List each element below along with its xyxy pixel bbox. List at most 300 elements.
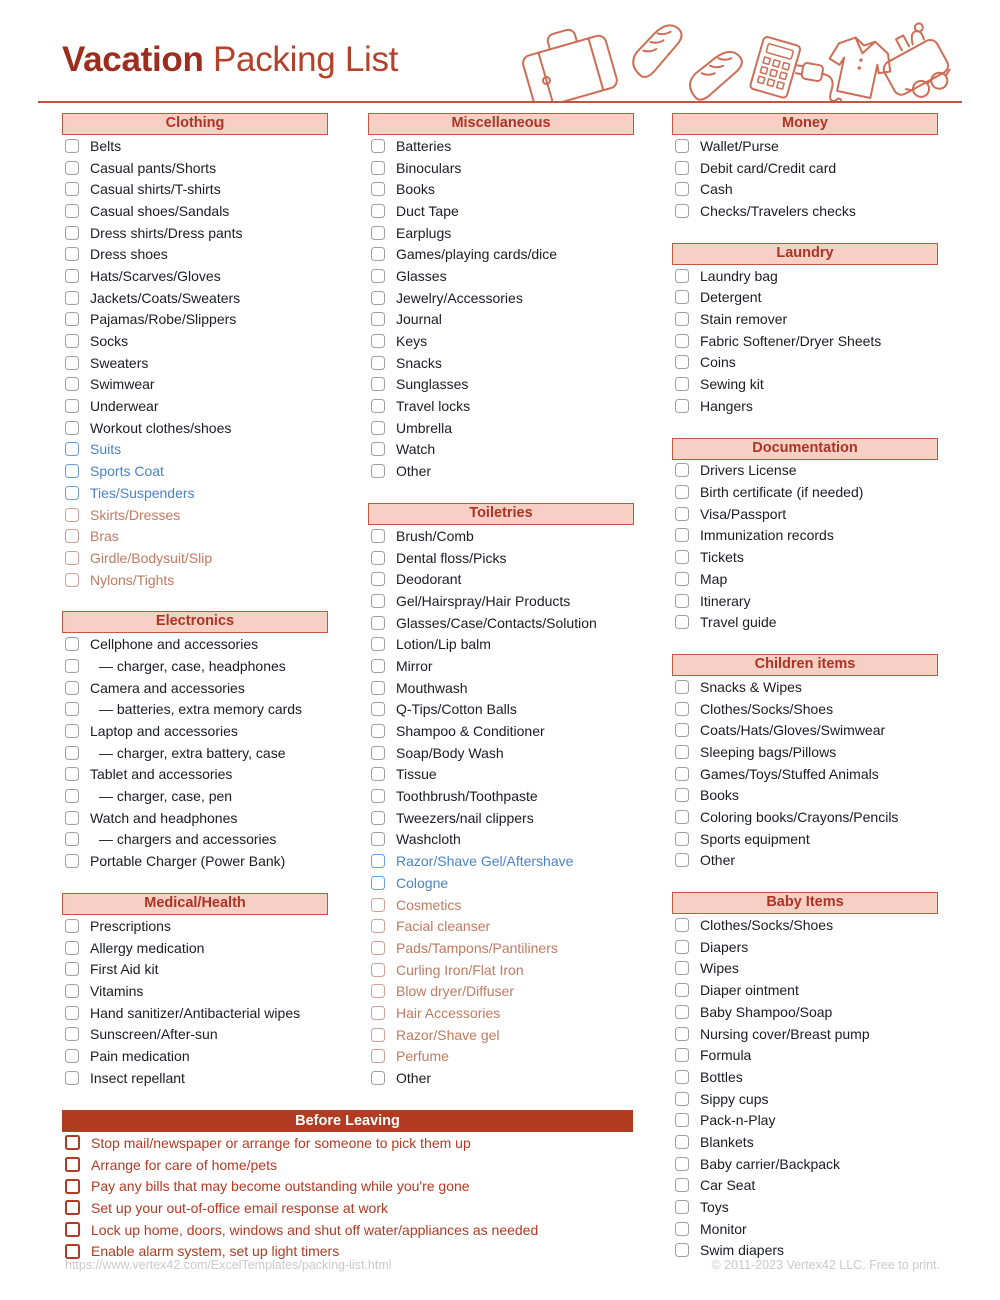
item-label: Suits: [90, 441, 122, 458]
page-title-bold: Vacation: [62, 40, 204, 79]
checkbox[interactable]: [371, 724, 385, 738]
checkbox[interactable]: [371, 594, 385, 608]
checkbox[interactable]: [675, 1027, 689, 1041]
section-documentation: [672, 438, 938, 634]
checkbox[interactable]: [65, 464, 79, 478]
checkbox[interactable]: [675, 1048, 689, 1062]
checkbox[interactable]: [65, 789, 79, 803]
checkbox[interactable]: [65, 269, 79, 283]
checklist-item: [368, 959, 634, 981]
checkbox[interactable]: [675, 594, 689, 608]
checkbox[interactable]: [371, 963, 385, 977]
checklist-item: [62, 655, 328, 677]
item-label: Deodorant: [396, 571, 462, 588]
checklist-item: [62, 504, 328, 526]
checkbox[interactable]: [675, 940, 689, 954]
item-label: — charger, extra battery, case: [99, 744, 286, 761]
item-label: Keys: [396, 333, 428, 350]
checklist-item: [368, 742, 634, 764]
checklist-item: [368, 720, 634, 742]
checkbox[interactable]: [65, 334, 79, 348]
checkbox[interactable]: [371, 1028, 385, 1042]
item-label: Earplugs: [396, 224, 452, 241]
checkbox[interactable]: [675, 918, 689, 932]
item-label: Monitor: [700, 1220, 747, 1237]
checklist-item: [672, 286, 938, 308]
checklist-item: [368, 764, 634, 786]
checklist-item: [62, 265, 328, 287]
item-label: Immunization records: [700, 527, 834, 544]
item-label: Birth certificate (if needed): [700, 484, 864, 501]
checklist-item: [368, 937, 634, 959]
checkbox[interactable]: [371, 204, 385, 218]
item-label: Tweezers/nail clippers: [396, 809, 534, 826]
checkbox[interactable]: [675, 485, 689, 499]
checklist-item: [62, 764, 328, 786]
checkbox[interactable]: [65, 919, 79, 933]
checkbox[interactable]: [65, 659, 79, 673]
checkbox[interactable]: [65, 746, 79, 760]
checkbox[interactable]: [371, 811, 385, 825]
sneaker-icon: [625, 20, 689, 81]
checklist-item: [672, 979, 938, 1001]
checkbox[interactable]: [65, 247, 79, 261]
checklist-item: [672, 1131, 938, 1153]
item-label: Portable Charger (Power Bank): [90, 853, 286, 870]
checkbox[interactable]: [65, 941, 79, 955]
checklist-item: [368, 1024, 634, 1046]
section-header-money: Money: [672, 113, 938, 135]
item-label: Travel guide: [700, 614, 777, 631]
item-label: Enable alarm system, set up light timers: [91, 1243, 340, 1260]
checkbox[interactable]: [65, 1200, 80, 1215]
item-label: Laundry bag: [700, 267, 778, 284]
calculator-icon: [750, 36, 801, 98]
checklist-item: [62, 135, 328, 157]
item-label: Tickets: [700, 549, 744, 566]
checkbox[interactable]: [371, 1006, 385, 1020]
checklist-item: [368, 222, 634, 244]
item-label: Prescriptions: [90, 917, 171, 934]
checkbox[interactable]: [371, 1049, 385, 1063]
checkbox[interactable]: [65, 832, 79, 846]
checkbox[interactable]: [65, 529, 79, 543]
checkbox[interactable]: [65, 182, 79, 196]
checkbox[interactable]: [371, 876, 385, 890]
checklist-item: [672, 719, 938, 741]
item-label: Swim diapers: [700, 1242, 785, 1259]
checkbox[interactable]: [371, 702, 385, 716]
checkbox[interactable]: [675, 139, 689, 153]
checkbox[interactable]: [675, 1092, 689, 1106]
checkbox[interactable]: [65, 811, 79, 825]
checkbox[interactable]: [675, 1070, 689, 1084]
checkbox[interactable]: [675, 1243, 689, 1257]
checklist-item: [62, 699, 328, 721]
checkbox[interactable]: [371, 898, 385, 912]
checkbox[interactable]: [675, 1200, 689, 1214]
checkbox[interactable]: [371, 442, 385, 456]
checkbox[interactable]: [371, 399, 385, 413]
checklist-item: [368, 417, 634, 439]
item-label: Books: [396, 181, 435, 198]
item-label: Hair Accessories: [396, 1004, 501, 1021]
checklist-item: [368, 178, 634, 200]
checklist-item: [368, 590, 634, 612]
item-label: Casual pants/Shorts: [90, 159, 217, 176]
item-label: Blow dryer/Diffuser: [396, 983, 515, 1000]
checklist-item: [368, 243, 634, 265]
checkbox[interactable]: [65, 1027, 79, 1041]
checkbox[interactable]: [371, 551, 385, 565]
item-label: Jewelry/Accessories: [396, 289, 523, 306]
item-label: Swimwear: [90, 376, 155, 393]
item-label: Fabric Softener/Dryer Sheets: [700, 332, 882, 349]
item-label: Nylons/Tights: [90, 571, 175, 588]
item-label: Snacks & Wipes: [700, 678, 802, 695]
checklist-item: [672, 1175, 938, 1197]
item-label: Insect repellant: [90, 1069, 185, 1086]
checkbox[interactable]: [371, 789, 385, 803]
checklist-item: [368, 699, 634, 721]
checkbox[interactable]: [371, 746, 385, 760]
checkbox[interactable]: [371, 269, 385, 283]
checkbox[interactable]: [65, 161, 79, 175]
checkbox[interactable]: [371, 637, 385, 651]
item-label: Pads/Tampons/Pantiliners: [396, 939, 558, 956]
checkbox[interactable]: [675, 463, 689, 477]
checkbox[interactable]: [675, 312, 689, 326]
checkbox[interactable]: [675, 832, 689, 846]
checkbox[interactable]: [65, 312, 79, 326]
checklist-item: [368, 568, 634, 590]
checkbox[interactable]: [371, 572, 385, 586]
item-label: Gel/Hairspray/Hair Products: [396, 592, 571, 609]
checkbox[interactable]: [675, 507, 689, 521]
checklist-item: [672, 806, 938, 828]
checkbox[interactable]: [65, 724, 79, 738]
checkbox[interactable]: [675, 702, 689, 716]
checkbox[interactable]: [675, 182, 689, 196]
checkbox[interactable]: [371, 681, 385, 695]
section-header-electronics: Electronics: [62, 611, 328, 633]
checklist-item: [62, 1132, 633, 1154]
section-toiletries: [368, 503, 634, 1089]
checkbox[interactable]: [65, 356, 79, 370]
item-label: Games/Toys/Stuffed Animals: [700, 765, 879, 782]
checkbox[interactable]: [371, 291, 385, 305]
checkbox[interactable]: [371, 464, 385, 478]
footer-url-link[interactable]: https://www.vertex42.com/ExcelTemplates/packing-list.html: [65, 1258, 392, 1272]
checklist-item: [368, 872, 634, 894]
checklist-item: [62, 850, 328, 872]
item-label: Cash: [700, 181, 733, 198]
checkbox[interactable]: [371, 659, 385, 673]
item-label: Pack-n-Play: [700, 1112, 776, 1129]
checkbox[interactable]: [675, 269, 689, 283]
checklist-item: [672, 1088, 938, 1110]
checkbox[interactable]: [675, 961, 689, 975]
checkbox[interactable]: [65, 486, 79, 500]
item-label: — batteries, extra memory cards: [99, 701, 303, 718]
checklist-item: [672, 308, 938, 330]
checkbox[interactable]: [675, 377, 689, 391]
checklist-item: [672, 135, 938, 157]
item-label: Glasses/Case/Contacts/Solution: [396, 614, 597, 631]
checklist-item: [368, 850, 634, 872]
item-label: Mouthwash: [396, 679, 468, 696]
checkbox[interactable]: [371, 161, 385, 175]
checkbox[interactable]: [65, 1135, 80, 1150]
checklist-item: [672, 958, 938, 980]
checklist-item: [368, 395, 634, 417]
item-label: Sunglasses: [396, 376, 469, 393]
item-label: Razor/Shave gel: [396, 1026, 500, 1043]
item-label: Lotion/Lip balm: [396, 636, 491, 653]
item-label: Tablet and accessories: [90, 766, 233, 783]
checkbox[interactable]: [675, 161, 689, 175]
checklist-item: [672, 741, 938, 763]
checkbox[interactable]: [65, 1222, 80, 1237]
checkbox[interactable]: [371, 767, 385, 781]
section-electronics: [62, 611, 328, 872]
checklist-item: [672, 460, 938, 482]
checkbox[interactable]: [675, 334, 689, 348]
item-label: Other: [396, 1070, 432, 1087]
checkbox[interactable]: [371, 854, 385, 868]
item-label: Tissue: [396, 766, 437, 783]
sneaker-icon-2: [683, 46, 749, 102]
section-miscellaneous: [368, 113, 634, 482]
item-label: Sweaters: [90, 354, 149, 371]
item-label: — charger, case, pen: [99, 788, 233, 805]
checklist-item: [368, 1046, 634, 1068]
checkbox[interactable]: [371, 919, 385, 933]
checkbox[interactable]: [65, 1244, 80, 1259]
item-label: Car Seat: [700, 1177, 756, 1194]
checkbox[interactable]: [371, 334, 385, 348]
checkbox[interactable]: [675, 723, 689, 737]
item-label: Books: [700, 787, 739, 804]
section-header-laundry: Laundry: [672, 243, 938, 265]
checklist-item: [62, 439, 328, 461]
checklist-item: [62, 958, 328, 980]
checklist-item: [672, 481, 938, 503]
checkbox[interactable]: [65, 551, 79, 565]
header-divider: [38, 101, 962, 103]
checkbox[interactable]: [65, 1179, 80, 1194]
checklist-item: [62, 1219, 633, 1241]
checkbox[interactable]: [675, 1005, 689, 1019]
checklist-item: [672, 157, 938, 179]
item-label: Nursing cover/Breast pump: [700, 1025, 870, 1042]
item-label: Pay any bills that may become outstanding while you're gone: [91, 1178, 470, 1195]
checkbox[interactable]: [675, 745, 689, 759]
page-title-regular: Packing List: [213, 40, 399, 79]
item-label: Jackets/Coats/Sweaters: [90, 289, 241, 306]
item-label: Skirts/Dresses: [90, 506, 181, 523]
checkbox[interactable]: [675, 615, 689, 629]
checkbox[interactable]: [675, 550, 689, 564]
before-leaving-items: [62, 1132, 633, 1262]
checklist-item: [672, 265, 938, 287]
item-label: Hand sanitizer/Antibacterial wipes: [90, 1004, 301, 1021]
checklist-item: [62, 980, 328, 1002]
checklist-item: [62, 525, 328, 547]
item-label: Camera and accessories: [90, 679, 245, 696]
checkbox[interactable]: [65, 442, 79, 456]
section-baby-items: [672, 892, 938, 1261]
checklist-item: [368, 547, 634, 569]
checklist-item: [62, 937, 328, 959]
checklist-item: [672, 1153, 938, 1175]
checklist-item: [368, 612, 634, 634]
checkbox[interactable]: [65, 204, 79, 218]
section-header-miscellaneous: Miscellaneous: [368, 113, 634, 135]
checkbox[interactable]: [371, 529, 385, 543]
checkbox[interactable]: [371, 312, 385, 326]
checkbox[interactable]: [371, 941, 385, 955]
checkbox[interactable]: [65, 291, 79, 305]
checklist-item: [62, 374, 328, 396]
item-label: Allergy medication: [90, 939, 205, 956]
checkbox[interactable]: [371, 226, 385, 240]
item-label: Duct Tape: [396, 202, 459, 219]
section-laundry: [672, 243, 938, 417]
checklist-item: [672, 395, 938, 417]
checkbox[interactable]: [675, 1135, 689, 1149]
checklist-item: [62, 1023, 328, 1045]
checkbox[interactable]: [675, 572, 689, 586]
checkbox[interactable]: [65, 767, 79, 781]
section-header-clothing: Clothing: [62, 113, 328, 135]
checklist-item: [62, 1154, 633, 1176]
checkbox[interactable]: [675, 355, 689, 369]
checkbox[interactable]: [65, 637, 79, 651]
checkbox[interactable]: [65, 377, 79, 391]
checkbox[interactable]: [65, 139, 79, 153]
item-label: Glasses: [396, 267, 447, 284]
checkbox[interactable]: [675, 983, 689, 997]
checkbox[interactable]: [675, 853, 689, 867]
item-label: Lock up home, doors, windows and shut off water/appliances as needed: [91, 1221, 539, 1238]
checklist-item: [368, 200, 634, 222]
checklist-item: [672, 936, 938, 958]
checkbox[interactable]: [675, 1113, 689, 1127]
item-label: Soap/Body Wash: [396, 744, 504, 761]
item-label: — chargers and accessories: [99, 831, 277, 848]
checkbox[interactable]: [371, 832, 385, 846]
checkbox[interactable]: [65, 1006, 79, 1020]
item-label: Pajamas/Robe/Slippers: [90, 311, 237, 328]
checkbox[interactable]: [65, 508, 79, 522]
checkbox[interactable]: [371, 1071, 385, 1085]
item-label: Diapers: [700, 938, 749, 955]
column-1: [62, 113, 328, 1110]
checkbox[interactable]: [65, 984, 79, 998]
section-header-baby-items: Baby Items: [672, 892, 938, 914]
checkbox[interactable]: [65, 702, 79, 716]
checkbox[interactable]: [371, 356, 385, 370]
checkbox[interactable]: [675, 1157, 689, 1171]
item-label: Hats/Scarves/Gloves: [90, 267, 221, 284]
checkbox[interactable]: [675, 1178, 689, 1192]
checkbox[interactable]: [65, 1157, 80, 1172]
checkbox[interactable]: [371, 247, 385, 261]
item-label: Dress shirts/Dress pants: [90, 224, 243, 241]
checkbox[interactable]: [675, 810, 689, 824]
checkbox[interactable]: [65, 226, 79, 240]
checklist-item: [368, 915, 634, 937]
section-header-children-items: Children items: [672, 654, 938, 676]
checkbox[interactable]: [371, 616, 385, 630]
page-title: [62, 40, 398, 80]
checklist-item: [672, 763, 938, 785]
item-label: Girdle/Bodysuit/Slip: [90, 549, 213, 566]
checklist-item: [672, 352, 938, 374]
item-label: Baby carrier/Backpack: [700, 1155, 841, 1172]
checkbox[interactable]: [65, 854, 79, 868]
checkbox[interactable]: [371, 984, 385, 998]
item-label: Snacks: [396, 354, 442, 371]
item-label: Bottles: [700, 1068, 743, 1085]
checkbox[interactable]: [65, 399, 79, 413]
item-label: Hangers: [700, 397, 753, 414]
checklist-item: [672, 914, 938, 936]
checkbox[interactable]: [675, 680, 689, 694]
item-label: Laptop and accessories: [90, 723, 238, 740]
checkbox[interactable]: [675, 1222, 689, 1236]
checklist-item: [62, 633, 328, 655]
checklist-item: [62, 547, 328, 569]
item-label: Watch: [396, 441, 436, 458]
checkbox[interactable]: [675, 204, 689, 218]
checkbox[interactable]: [65, 421, 79, 435]
checkbox[interactable]: [675, 290, 689, 304]
item-label: Cologne: [396, 874, 449, 891]
checklist-item: [672, 178, 938, 200]
section-header-medical-health: Medical/Health: [62, 893, 328, 915]
checkbox[interactable]: [65, 962, 79, 976]
checklist-item: [62, 1002, 328, 1024]
checkbox[interactable]: [65, 573, 79, 587]
item-label: Journal: [396, 311, 442, 328]
checkbox[interactable]: [371, 377, 385, 391]
item-label: Batteries: [396, 137, 452, 154]
checklist-item: [672, 1044, 938, 1066]
checklist-item: [672, 590, 938, 612]
checklist-item: [672, 1023, 938, 1045]
checkbox[interactable]: [675, 767, 689, 781]
checkbox[interactable]: [371, 139, 385, 153]
checkbox[interactable]: [675, 528, 689, 542]
checklist-item: [368, 894, 634, 916]
checkbox[interactable]: [65, 1071, 79, 1085]
item-label: Sewing kit: [700, 376, 764, 393]
checkbox[interactable]: [675, 788, 689, 802]
checkbox[interactable]: [371, 421, 385, 435]
checkbox[interactable]: [65, 681, 79, 695]
checklist-item: [672, 1066, 938, 1088]
checkbox[interactable]: [675, 399, 689, 413]
checklist-item: [368, 1002, 634, 1024]
checklist-item: [368, 309, 634, 331]
section-medical-health: [62, 893, 328, 1089]
checkbox[interactable]: [371, 182, 385, 196]
checklist-item: [368, 460, 634, 482]
checkbox[interactable]: [65, 1049, 79, 1063]
checklist-item: [672, 546, 938, 568]
